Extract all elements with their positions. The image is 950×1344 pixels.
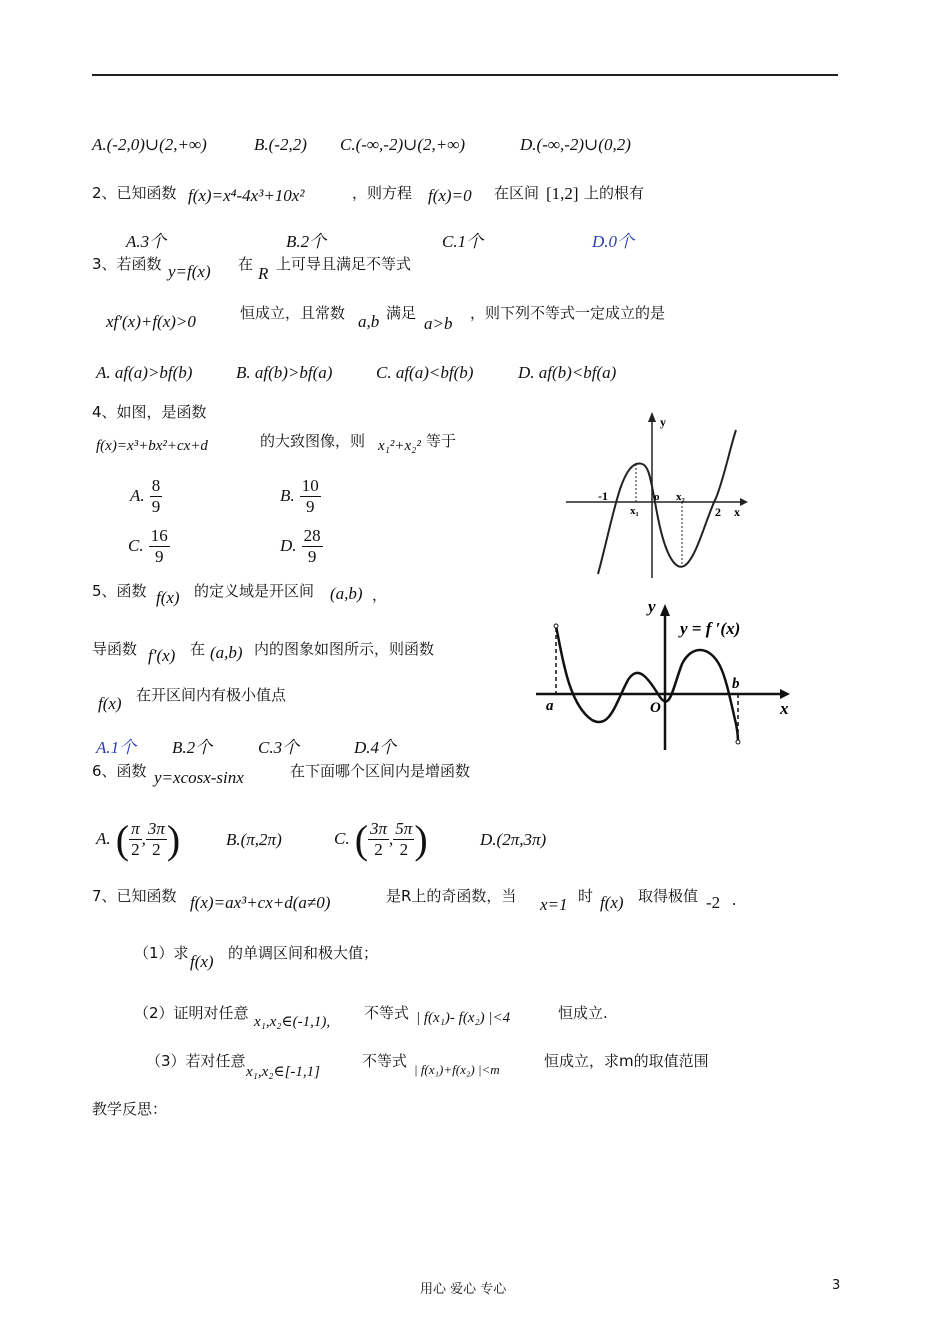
q4-label-x: x: [734, 505, 740, 519]
q5-option-b: B.2个: [172, 738, 213, 757]
q4-option-b: B. $\frac{10}{9}$: [280, 476, 319, 516]
q5-line3-function: f(x): [98, 694, 122, 713]
q4-label-y: y: [660, 415, 666, 429]
q5-label-b: b: [732, 676, 740, 692]
q2-option-d: D.0个: [592, 232, 635, 251]
q3-a-gt-b: a>b: [424, 314, 453, 333]
q7-function: f(x)=ax³+cx+d(a≠0): [190, 893, 331, 912]
q7-mid: 是R上的奇函数，当: [386, 887, 517, 905]
q5-line2-interval: (a,b): [210, 643, 243, 662]
q3-line2-mid: 恒成立，且常数: [240, 304, 346, 322]
q5-line3-suffix: 在开区间内有极小值点: [136, 686, 287, 704]
q5-line2-prefix: 导函数: [92, 640, 138, 658]
q2-mid2: 在区间: [494, 184, 540, 202]
q4-cubic-graph: [558, 408, 748, 580]
q3-satisfy: 满足: [386, 304, 417, 322]
q7-part1-suffix: 的单调区间和极大值；: [228, 944, 379, 962]
q1-option-b: B.(-2,2): [254, 135, 307, 154]
q5-label-a: a: [546, 698, 554, 714]
q3-prefix: 3、若函数: [92, 255, 162, 273]
q5-line2-mid: 在: [190, 640, 206, 658]
q7-part1-prefix: （1）求: [134, 944, 189, 962]
page-number: 3: [832, 1278, 841, 1293]
q7-part3-suffix: 恒成立，求m的取值范围: [544, 1052, 709, 1070]
q5-label-o: O: [650, 700, 661, 716]
q7-value: -2: [706, 893, 721, 912]
q2-option-a: A.3个: [126, 232, 167, 251]
q2-option-c: C.1个: [442, 232, 484, 251]
q7-mid2: 时: [578, 887, 594, 905]
q7-suffix: 取得极值: [638, 887, 699, 905]
q2-suffix: 上的根有: [584, 184, 645, 202]
q7-part2-mid: 不等式: [364, 1004, 410, 1022]
q2-prefix: 2、已知函数: [92, 184, 177, 202]
q3-suffix: 上可导且满足不等式: [276, 255, 412, 273]
q4-function: f(x)=x³+bx²+cx+d: [96, 438, 208, 454]
q3-option-d: D. af(b)<bf(a): [518, 363, 617, 382]
q4-option-c: C. $\frac{16}{9}$: [128, 526, 168, 566]
teaching-reflection-label: 教学反思：: [92, 1100, 168, 1118]
q4-label-2: 2: [715, 505, 721, 519]
q5-interval: (a,b): [330, 584, 363, 603]
q5-function: f(x): [156, 588, 180, 607]
q7-x-equals-1: x=1: [540, 895, 568, 914]
q2-option-b: B.2个: [286, 232, 327, 251]
q6-function: y=xcosx-sinx: [154, 768, 244, 787]
q5-b-endpoint: [736, 740, 740, 744]
q5-derivative-curve: [556, 626, 738, 742]
q2-interval: [1,2]: [546, 184, 579, 203]
q5-label-title: y = f ′(x): [680, 619, 741, 638]
q2-function: f(x)=x⁴-4x³+10x²: [188, 186, 305, 205]
q5-line2-suffix: 内的图象如图所示，则函数: [254, 640, 435, 658]
q5-option-c: C.3个: [258, 738, 300, 757]
q3-inequality: xf′(x)+f(x)>0: [106, 312, 196, 331]
q4-option-d: D. $\frac{28}{9}$: [280, 526, 321, 566]
q1-option-a: A.(-2,0)∪(2,+∞): [92, 135, 207, 154]
q2-mid: ，则方程: [352, 184, 413, 202]
q4-y-arrow: [648, 412, 656, 422]
q3-mid: 在: [238, 255, 254, 273]
q1-option-d: D.(-∞,-2)∪(0,2): [520, 135, 631, 154]
q4-label-o: o: [654, 491, 660, 503]
q3-option-c: C. af(a)<bf(b): [376, 363, 474, 382]
q7-part3-prefix: （3）若对任意: [146, 1052, 246, 1070]
q4-prefix: 4、如图，是函数: [92, 403, 207, 421]
q5-mid: 的定义域是开区间: [194, 582, 315, 600]
q7-prefix: 7、已知函数: [92, 887, 177, 905]
q4-x-arrow: [740, 498, 748, 506]
q4-mid: 的大致图像，则: [260, 432, 366, 450]
q6-option-b: B.(π,2π): [226, 830, 282, 849]
q5-option-a: A.1个: [96, 738, 137, 757]
q7-fx: f(x): [600, 893, 624, 912]
q7-part2-prefix: （2）证明对任意: [134, 1004, 249, 1022]
q5-derivative: f′(x): [148, 646, 176, 665]
q4-option-a: A. $\frac{8}{9}$: [130, 476, 161, 516]
q5-derivative-graph: [532, 594, 800, 756]
q5-label-x: x: [780, 699, 789, 718]
q3-function: y=f(x): [168, 262, 211, 281]
q6-option-c: C. ( $\frac{3\pi}{2}$ , $\frac{5\pi}{2}$ ): [334, 817, 428, 862]
q3-line2-end: ，则下列不等式一定成立的是: [470, 304, 666, 322]
q4-expression: x₁²+x₂²: [378, 438, 421, 454]
q2-equation: f(x)=0: [428, 186, 472, 205]
q7-part2-vars: x₁,x₂∈(-1,1),: [254, 1014, 331, 1030]
q5-option-d: D.4个: [354, 738, 397, 757]
q6-suffix: 在下面哪个区间内是增函数: [290, 762, 471, 780]
q4-label-x1: x₁: [630, 505, 639, 517]
q3-ab: a,b: [358, 312, 380, 331]
q3-option-b: B. af(b)>bf(a): [236, 363, 333, 382]
q7-part3-mid: 不等式: [362, 1052, 408, 1070]
header-rule: [92, 74, 838, 76]
q7-part1-function: f(x): [190, 952, 214, 971]
q5-y-arrow: [660, 604, 670, 616]
q3-R: R: [258, 264, 269, 283]
q5-a-endpoint: [554, 624, 558, 628]
q7-part3-inequality: | f(x₁)+f(x₂) |<m: [414, 1062, 500, 1077]
q4-suffix: 等于: [426, 432, 457, 450]
q6-prefix: 6、函数: [92, 762, 147, 780]
q7-part2-suffix: 恒成立.: [558, 1004, 608, 1022]
q7-part3-vars: x₁,x₂∈[-1,1]: [246, 1064, 321, 1080]
q3-option-a: A. af(a)>bf(b): [96, 363, 193, 382]
q7-part2-inequality: | f(x₁)- f(x₂) |<4: [416, 1010, 511, 1026]
q4-label-neg1: -1: [598, 489, 608, 503]
q4-label-x2: x₂: [676, 491, 685, 503]
q5-x-arrow: [780, 689, 790, 699]
q1-option-c: C.(-∞,-2)∪(2,+∞): [340, 135, 466, 154]
q5-comma: ，: [372, 586, 388, 604]
q5-label-y: y: [648, 597, 656, 616]
q6-option-a: A. ( $\frac{\pi}{2}$ , $\frac{3\pi}{2}$ ): [96, 817, 181, 862]
q6-option-d: D.(2π,3π): [480, 830, 547, 849]
q7-period: .: [732, 890, 737, 909]
footer-motto: 用心 爱心 专心: [420, 1282, 507, 1297]
q5-prefix: 5、函数: [92, 582, 147, 600]
